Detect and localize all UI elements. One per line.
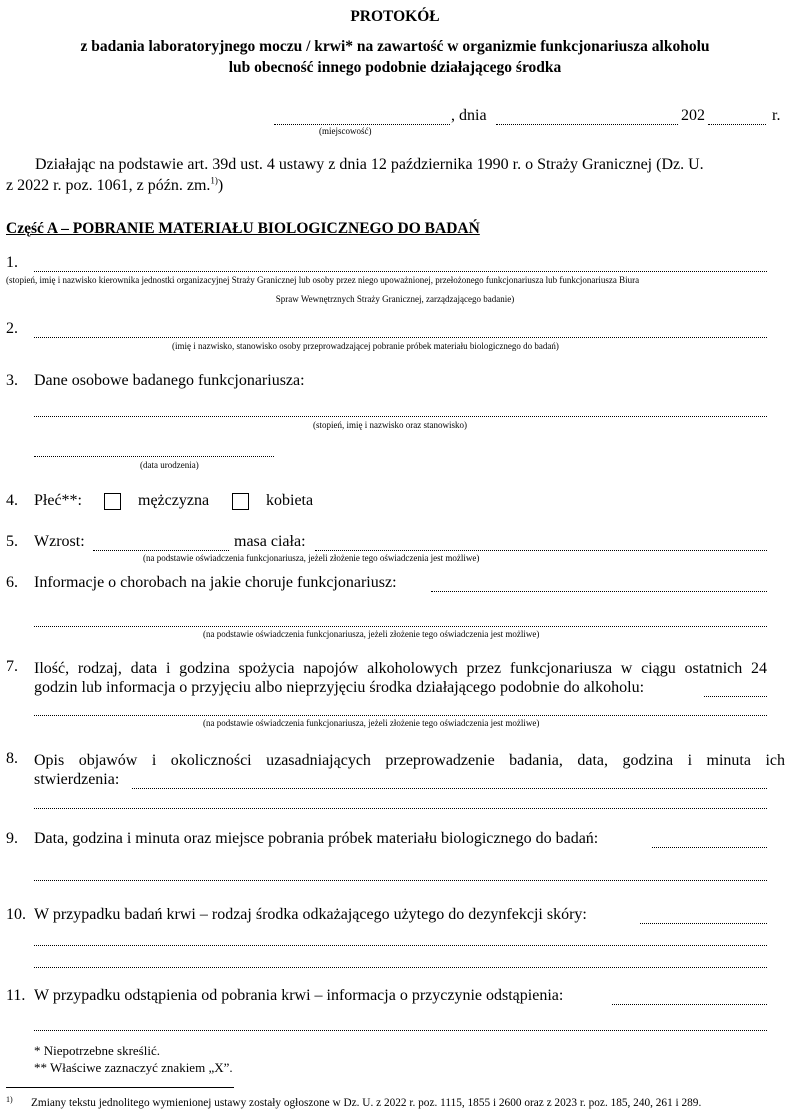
mass-field[interactable] <box>315 550 767 551</box>
footnote-separator <box>6 1087 234 1088</box>
intro-line2-end: ) <box>217 177 224 194</box>
note-strike-out: * Niepotrzebne skreślić. <box>34 1043 160 1058</box>
item2-field[interactable] <box>34 337 767 338</box>
female-checkbox[interactable] <box>232 493 249 510</box>
item9-field-line2[interactable] <box>34 880 767 881</box>
place-caption: (miejscowość) <box>319 126 372 136</box>
item7-field-line1[interactable] <box>704 696 767 697</box>
item8-number: 8. <box>6 750 18 767</box>
year-suffix: r. <box>772 107 781 124</box>
item6-label: Informacje o chorobach na jakie choruje funkcjonariusz: <box>34 574 397 591</box>
item10-field-line2[interactable] <box>34 945 767 946</box>
item3-label: Dane osobowe badanego funkcjonariusza: <box>34 372 305 389</box>
document-title: PROTOKÓŁ <box>350 8 440 25</box>
item5-number: 5. <box>6 533 18 550</box>
footnote-mark: 1) <box>6 1095 13 1104</box>
item1-number: 1. <box>6 254 18 271</box>
male-checkbox[interactable] <box>104 493 121 510</box>
item5-height-label: Wzrost: <box>34 533 85 550</box>
height-field[interactable] <box>93 550 229 551</box>
item8-field-line1[interactable] <box>132 788 767 789</box>
footnote-text: Zmiany tekstu jednolitego wymienionej ustawy zostały ogłoszone w Dz. U. z 2022 r. poz. 1115, 1855 i 2600 oraz z 2023 r. poz. 185, 240, 261 i 289. <box>31 1097 702 1109</box>
item8-text-line1: Opis objawów i okoliczności uzasadniających przeprowadzenie badania, data, godzina i minuta ich <box>34 752 785 769</box>
item4-label: Płeć**: <box>34 492 82 509</box>
item4-number: 4. <box>6 492 18 509</box>
item6-number: 6. <box>6 574 18 591</box>
item7-number: 7. <box>6 658 18 675</box>
document-subtitle-line2: lub obecność innego podobnie działającego środka <box>228 59 562 76</box>
item6-caption: (na podstawie oświadczenia funkcjonariusza, jeżeli złożenie tego oświadczenia jest możliwe) <box>203 629 540 639</box>
intro-line2-text: z 2022 r. poz. 1061, z późn. zm. <box>6 177 211 194</box>
item3-birthdate-field[interactable] <box>34 456 274 457</box>
item10-number: 10. <box>6 906 26 923</box>
item1-caption-line2: Spraw Wewnętrznych Straży Granicznej, zarządzającego badanie) <box>275 294 515 304</box>
year-field[interactable] <box>708 124 766 125</box>
document-subtitle-line1: z badania laboratoryjnego moczu / krwi* na zawartość w organizmie funkcjonariusza alkoholu <box>80 38 710 55</box>
male-option-label: mężczyzna <box>138 492 210 509</box>
day-month-field[interactable] <box>496 124 678 125</box>
item5-caption: (na podstawie oświadczenia funkcjonariusza, jeżeli złożenie tego oświadczenia jest możliwe) <box>143 553 480 563</box>
item3-number: 3. <box>6 372 18 389</box>
item3-rank-name-field[interactable] <box>34 416 767 417</box>
dnia-label: , dnia <box>451 107 487 124</box>
item11-field-line2[interactable] <box>34 1030 767 1031</box>
intro-line1: Działając na podstawie art. 39d ust. 4 ustawy z dnia 12 października 1990 r. o Straży Granicznej (Dz. U. <box>35 156 704 173</box>
item2-caption: (imię i nazwisko, stanowisko osoby przeprowadzającej pobranie próbek materiału biologicznego do badań) <box>172 341 559 351</box>
item6-field-line2[interactable] <box>34 626 767 627</box>
item7-caption: (na podstawie oświadczenia funkcjonariusza, jeżeli złożenie tego oświadczenia jest możliwe) <box>203 718 540 728</box>
intro-line2 <box>6 177 223 195</box>
item8-text-line2: stwierdzenia: <box>34 771 120 788</box>
item3-caption-b: (data urodzenia) <box>140 460 199 470</box>
section-a-heading: Część A – POBRANIE MATERIAŁU BIOLOGICZNEGO DO BADAŃ <box>6 220 480 237</box>
item6-field-line1[interactable] <box>431 591 767 592</box>
item7-text-line1: Ilość, rodzaj, data i godzina spożycia napojów alkoholowych przez funkcjonariusza w ciągu ostatnich 24 <box>34 660 767 677</box>
item2-number: 2. <box>6 320 18 337</box>
item11-label: W przypadku odstąpienia od pobrania krwi – informacja o przyczynie odstąpienia: <box>34 987 564 1004</box>
item7-field-line2[interactable] <box>34 715 767 716</box>
item3-caption-a: (stopień, imię i nazwisko oraz stanowisko) <box>313 420 467 430</box>
item10-field-line3[interactable] <box>34 967 767 968</box>
item1-caption-line1: (stopień, imię i nazwisko kierownika jednostki organizacyjnej Straży Granicznej lub osoby przez niego upoważnionej, przełożonego funkcjonariusza lub funkcjonariusza Biura <box>6 275 640 285</box>
item10-field-line1[interactable] <box>640 923 767 924</box>
footnote-reference: 1) <box>210 175 218 186</box>
item11-number: 11. <box>6 987 26 1004</box>
item7-text-line2: godzin lub informacja o przyjęciu albo nieprzyjęciu środka działającego podobnie do alkoholu: <box>34 679 645 696</box>
item9-label: Data, godzina i minuta oraz miejsce pobrania próbek materiału biologicznego do badań: <box>34 830 599 847</box>
note-mark-x: ** Właściwe zaznaczyć znakiem „X”. <box>34 1060 233 1075</box>
item9-number: 9. <box>6 830 18 847</box>
item10-label: W przypadku badań krwi – rodzaj środka odkażającego użytego do dezynfekcji skóry: <box>34 906 587 923</box>
item1-field[interactable] <box>34 271 767 272</box>
item5-mass-label: masa ciała: <box>234 533 306 550</box>
place-field[interactable] <box>274 124 450 125</box>
female-option-label: kobieta <box>266 492 314 509</box>
item9-field-line1[interactable] <box>652 847 767 848</box>
year-prefix: 202 <box>681 107 705 124</box>
item8-field-line2[interactable] <box>34 808 767 809</box>
item11-field-line1[interactable] <box>612 1004 767 1005</box>
